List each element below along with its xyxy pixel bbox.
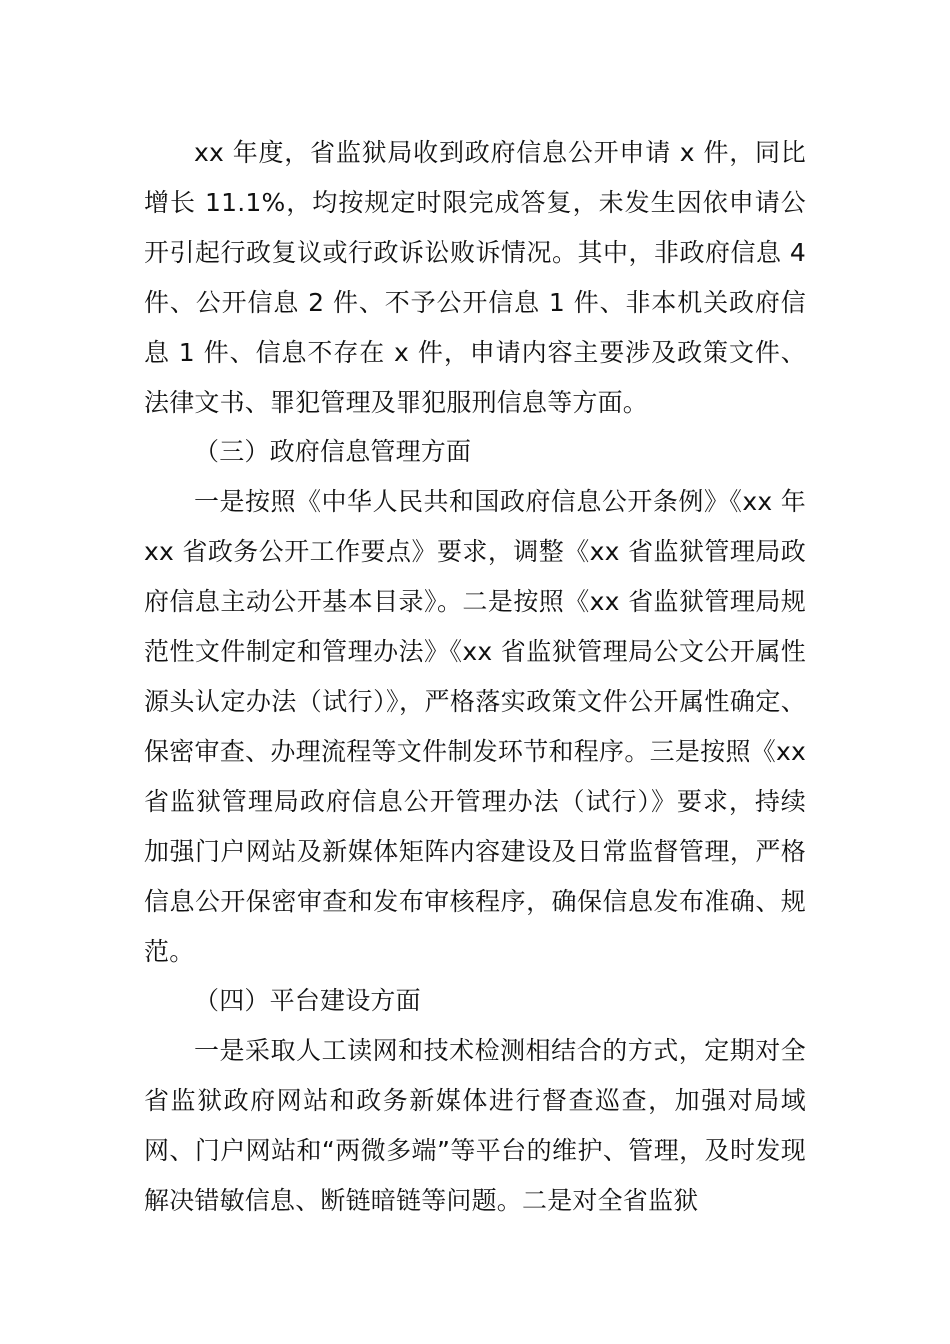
section-heading-platform-construction: （四）平台建设方面: [194, 986, 421, 1016]
paragraph-application-stats: xx 年度，省监狱局收到政府信息公开申请 x 件，同比增长 11.1%，均按规定时限完成答复，未发生因依申请公开引起行政复议或行政诉讼败诉情况。其中，非政府信息 4 件、公开信息 2 件、不予公开信息 1 件、非本机关政府信息 1 件、信息不存在 x 件，申请内容主要涉及政策文件、法律文书、罪犯管理及罪犯服刑信息等方面。: [144, 138, 806, 417]
document-body: [144, 128, 806, 1226]
paragraph-platform-construction: 一是采取人工读网和技术检测相结合的方式，定期对全省监狱政府网站和政务新媒体进行督查巡查，加强对局域网、门户网站和“两微多端”等平台的维护、管理，及时发现解决错敏信息、断链暗链等问题。二是对全省监狱: [144, 1036, 806, 1216]
section-heading-info-management: （三）政府信息管理方面: [194, 437, 472, 467]
paragraph-info-management: 一是按照《中华人民共和国政府信息公开条例》《xx 年 xx 省政务公开工作要点》要求，调整《xx 省监狱管理局政府信息主动公开基本目录》。二是按照《xx 省监狱管理局规范性文件制定和管理办法》《xx 省监狱管理局公文公开属性源头认定办法（试行）》，严格落实政策文件公开属性确定、保密审查、办理流程等文件制发环节和程序。三是按照《xx 省监狱管理局政府信息公开管理办法（试行）》要求，持续加强门户网站及新媒体矩阵内容建设及日常监督管理，严格信息公开保密审查和发布审核程序，确保信息发布准确、规范。: [144, 487, 806, 966]
